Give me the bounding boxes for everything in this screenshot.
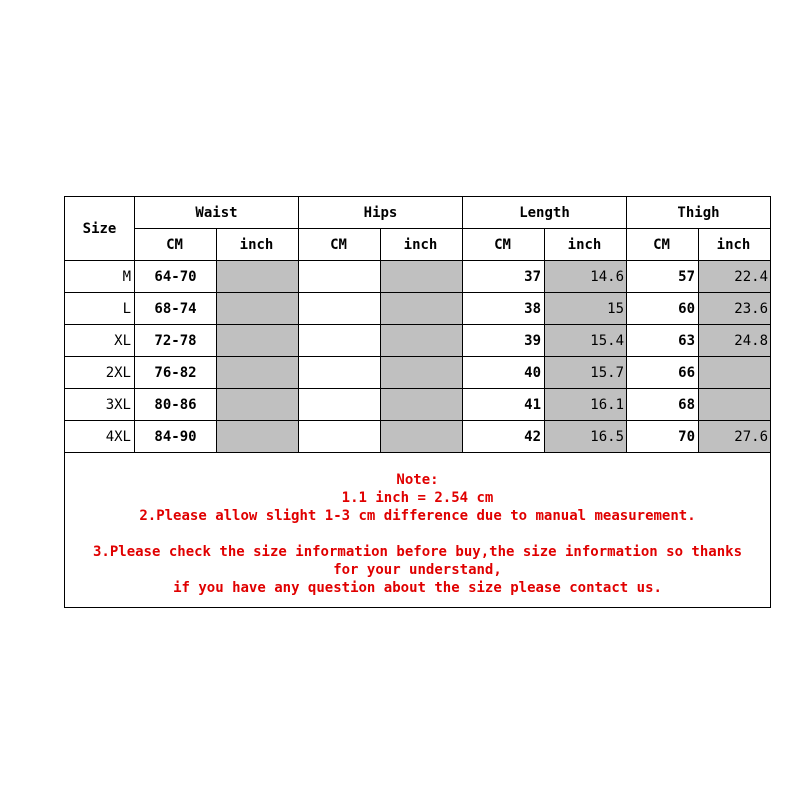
hips-header: Hips <box>299 197 463 229</box>
table-row <box>65 389 771 421</box>
thigh-inch-cell <box>699 357 771 389</box>
hips-inch-cell <box>381 261 463 293</box>
waist-header: Waist <box>135 197 299 229</box>
waist-inch-cell <box>217 421 299 453</box>
waist-cm-cell: 64-70 <box>135 261 217 293</box>
note-line-1: 1.1 inch = 2.54 cm <box>341 490 494 506</box>
thigh-inch-cell: 22.4 <box>699 261 771 293</box>
note-line-3: 3.Please check the size information before buy,the size information so thanks <box>92 544 742 560</box>
size-header: Size <box>65 197 135 261</box>
hips-inch-cell <box>381 325 463 357</box>
length-inch-cell: 15 <box>545 293 627 325</box>
length-inch-cell: 15.4 <box>545 325 627 357</box>
length-cm-cell: 37 <box>463 261 545 293</box>
note-title: Note: <box>396 472 439 488</box>
length-header: Length <box>463 197 627 229</box>
hips-cm-cell <box>299 325 381 357</box>
size-cell: 4XL <box>65 421 135 453</box>
size-cell: XL <box>65 325 135 357</box>
hips-cm-cell <box>299 357 381 389</box>
waist-cm-cell: 68-74 <box>135 293 217 325</box>
waist-cm-cell: 72-78 <box>135 325 217 357</box>
waist-inch-cell <box>217 389 299 421</box>
thigh-inch-cell: 24.8 <box>699 325 771 357</box>
length-cm-cell: 40 <box>463 357 545 389</box>
length-inch-cell: 14.6 <box>545 261 627 293</box>
header-row-units <box>65 229 771 261</box>
hips-cm-cell <box>299 421 381 453</box>
thigh-inch-cell: 23.6 <box>699 293 771 325</box>
size-cell: 3XL <box>65 389 135 421</box>
note-row <box>65 453 771 608</box>
thigh-cm-cell: 70 <box>627 421 699 453</box>
waist-inch-cell <box>217 325 299 357</box>
hips-inch-cell <box>381 357 463 389</box>
hips-cm-cell <box>299 389 381 421</box>
waist-cm-cell: 76-82 <box>135 357 217 389</box>
waist-inch-header: inch <box>217 229 299 261</box>
size-cell: M <box>65 261 135 293</box>
thigh-cm-cell: 63 <box>627 325 699 357</box>
length-cm-header: CM <box>463 229 545 261</box>
thigh-cm-cell: 57 <box>627 261 699 293</box>
thigh-inch-header: inch <box>699 229 771 261</box>
size-chart-table <box>64 196 771 608</box>
length-inch-header: inch <box>545 229 627 261</box>
header-row-groups <box>65 197 771 229</box>
length-inch-cell: 15.7 <box>545 357 627 389</box>
thigh-inch-cell <box>699 389 771 421</box>
table-row <box>65 421 771 453</box>
hips-cm-cell <box>299 261 381 293</box>
length-cm-cell: 41 <box>463 389 545 421</box>
waist-cm-cell: 80-86 <box>135 389 217 421</box>
hips-inch-cell <box>381 293 463 325</box>
note-line-5: if you have any question about the size please contact us. <box>173 580 662 596</box>
note-box <box>65 453 771 608</box>
thigh-header: Thigh <box>627 197 771 229</box>
thigh-cm-cell: 66 <box>627 357 699 389</box>
note-line-4: for your understand, <box>333 562 502 578</box>
length-cm-cell: 42 <box>463 421 545 453</box>
table-row <box>65 325 771 357</box>
table-row <box>65 357 771 389</box>
waist-cm-cell: 84-90 <box>135 421 217 453</box>
size-cell: L <box>65 293 135 325</box>
hips-inch-header: inch <box>381 229 463 261</box>
thigh-cm-cell: 60 <box>627 293 699 325</box>
length-cm-cell: 38 <box>463 293 545 325</box>
hips-inch-cell <box>381 421 463 453</box>
note-spacer <box>65 525 770 543</box>
table-row <box>65 261 771 293</box>
thigh-cm-cell: 68 <box>627 389 699 421</box>
size-cell: 2XL <box>65 357 135 389</box>
table-row <box>65 293 771 325</box>
waist-inch-cell <box>217 357 299 389</box>
note-line-2: 2.Please allow slight 1-3 cm difference due to manual measurement. <box>139 508 696 524</box>
waist-inch-cell <box>217 261 299 293</box>
hips-cm-header: CM <box>299 229 381 261</box>
hips-inch-cell <box>381 389 463 421</box>
length-cm-cell: 39 <box>463 325 545 357</box>
waist-inch-cell <box>217 293 299 325</box>
thigh-cm-header: CM <box>627 229 699 261</box>
waist-cm-header: CM <box>135 229 217 261</box>
length-inch-cell: 16.1 <box>545 389 627 421</box>
hips-cm-cell <box>299 293 381 325</box>
length-inch-cell: 16.5 <box>545 421 627 453</box>
thigh-inch-cell: 27.6 <box>699 421 771 453</box>
